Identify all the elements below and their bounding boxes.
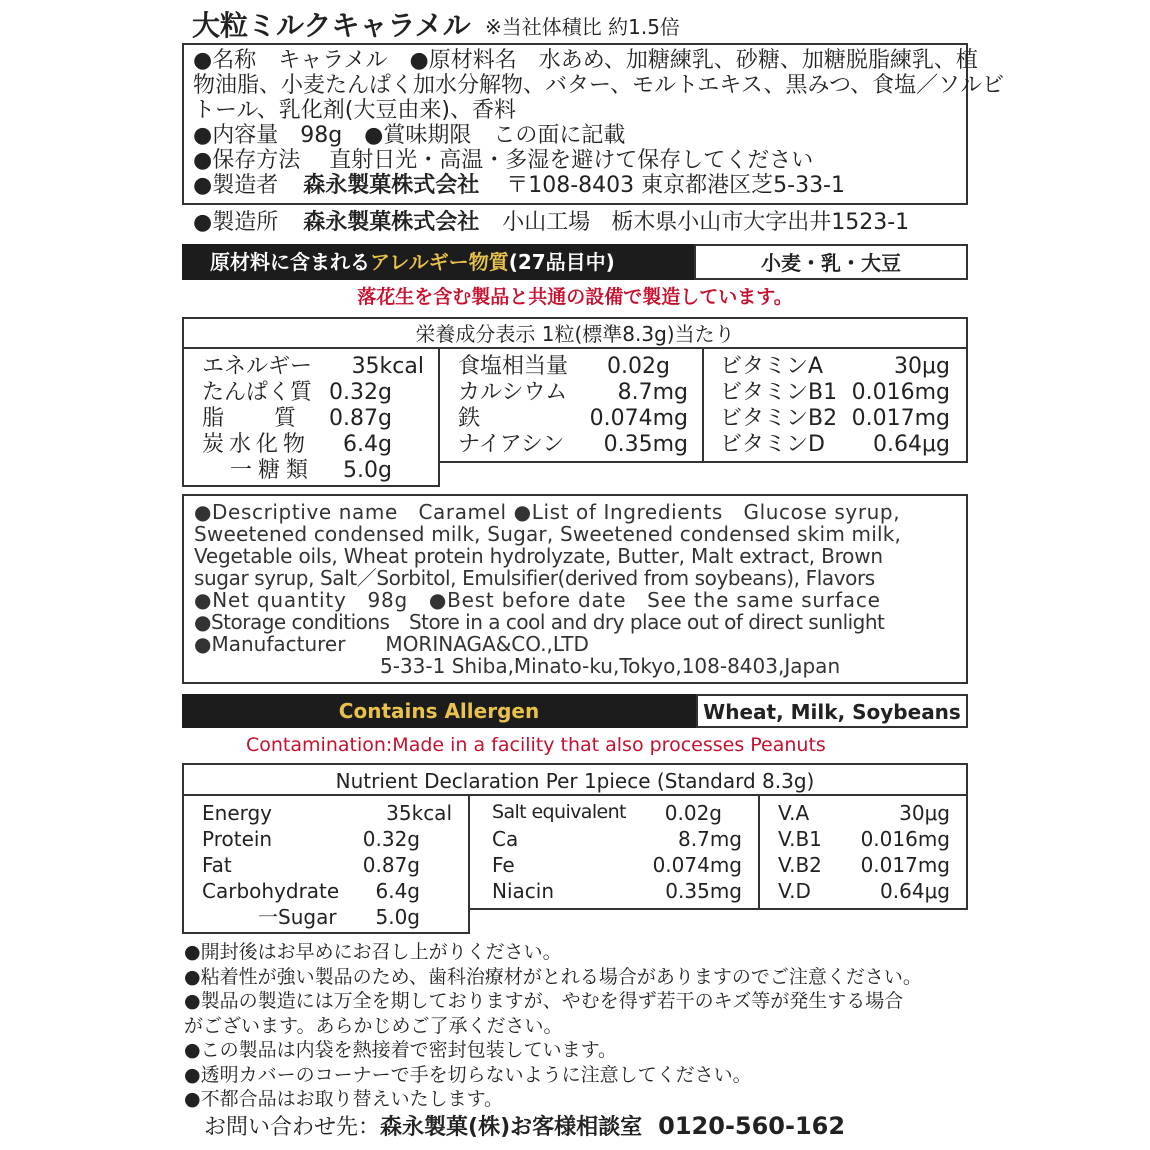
en-nutrition-title-box [182,763,968,796]
en-allergen-label: Contains Allergen [338,699,540,723]
jp-contamination: 落花生を含む製品と共通の設備で製造しています。 [357,286,793,308]
en-info-line: Vegetable oils, Wheat protein hydrolyzate, Butter, Malt extract, Brown [194,544,883,568]
jp-nutrient-value: 0.87g [329,406,392,431]
volume-note: ※当社体積比 約1.5倍 [485,15,680,39]
en-allergen-value: Wheat, Milk, Soybeans [703,700,961,724]
maker-name: 森永製菓株式会社 [303,173,480,198]
en-info-line: Sweetened condensed milk, Sugar, Sweetened condensed skim milk, [194,522,902,546]
jp-nutrient-value: 35kcal [351,354,424,379]
jp-nutrient-value: 5.0g [343,458,392,483]
en-nutrient-value: 0.64μg [880,879,950,903]
en-info-text [194,502,901,678]
en-info-line: ●Net quantity 98g ●Best before date See the same surface [194,588,881,612]
jp-nutrient-value: 6.4g [343,432,392,457]
jp-nutrient-label: たんぱく質 [202,380,313,405]
jp-info-line: トール、乳化剤(大豆由来)、香料 [193,98,516,123]
en-info-line: ●Descriptive name Caramel ●List of Ingredients Glucose syrup, [194,500,901,524]
factory-address: 栃木県小山市大字出井1523-1 [611,210,910,235]
en-nutrient-value: 8.7mg [678,827,742,851]
jp-nutrient-label: ビタミンB2 [720,406,838,431]
note-line: がございます。あらかじめご了承ください。 [184,1014,563,1037]
jp-nutrient-label: 鉄 [458,406,481,431]
en-nutrient-value: 0.32g [362,827,420,851]
en-nutrient-label: V.B2 [778,853,822,877]
product-name: 大粒ミルクキャラメル [192,9,471,42]
contact-label: お問い合わせ先： [204,1115,381,1140]
jp-nutrient-label: エネルギー [202,354,313,379]
note-line: ●この製品は内袋を熱接着で密封包装しています。 [184,1039,618,1061]
jp-info-line: ●内容量 98g ●賞味期限 この面に記載 [193,123,626,148]
contact-line [204,1114,845,1139]
maker-line [193,175,1004,200]
en-nutrient-value: 30μg [899,801,950,825]
en-nutrition-title: Nutrient Declaration Per 1piece (Standard 8.3g) [335,769,815,793]
en-nutrient-label: Salt equivalent [492,801,626,823]
en-info-line: ●Storage conditions Store in a cool and dry place out of direct sunlight [194,610,885,634]
en-nutrient-label: 一Sugar [258,905,337,929]
maker-label: ●製造者 [193,173,279,198]
en-nutrient-value: 0.017mg [860,853,950,877]
jp-nutrition-title-box [182,317,968,349]
en-nutrient-label: Protein [202,827,273,851]
jp-nutrient-value: 30μg [894,354,950,379]
jp-nutrient-value: 0.016mg [851,380,950,405]
note-line: ●不都合品はお取り替えいたします。 [184,1088,504,1110]
jp-nutrition-title: 栄養成分表示 1粒(標準8.3g)当たり [415,322,735,346]
en-nutrient-value: 35kcal [386,801,452,825]
en-nutrient-label: V.D [778,879,811,903]
en-nutrient-label: Fat [202,853,232,877]
jp-info-text [193,50,1004,200]
jp-allergen-value: 小麦・乳・大豆 [761,251,901,275]
en-nutrient-label: V.A [778,801,810,825]
maker-address: 〒108-8403 東京都港区芝5-33-1 [506,173,845,198]
jp-nutrient-value: 0.64μg [873,432,950,457]
jp-nutrient-label: ビタミンD [720,432,825,457]
jp-info-line: ●名称 キャラメル ●原材料名 水あめ、加糖練乳、砂糖、加糖脱脂練乳、植 [193,48,978,73]
jp-nutrient-value: 0.35mg [603,432,688,457]
en-nutrient-value: 6.4g [375,879,420,903]
en-nutrient-label: V.B1 [778,827,822,851]
en-nutrient-value: 0.016mg [860,827,950,851]
note-line: ●製品の製造には万全を期しておりますが、やむを得ず若干のキズ等が発生する場合 [184,990,904,1012]
en-nutrient-label: Energy [202,801,273,825]
note-line: ●透明カバーのコーナーで手を切らないように注意してください。 [184,1063,752,1086]
en-nutrient-value: 5.0g [375,905,420,929]
jp-allergen-value-box [694,244,968,280]
factory-site: 小山工場 [502,210,591,235]
jp-nutrient-label: 炭水化物 [202,432,311,457]
jp-allergen-label-bar [182,244,694,280]
jp-nutrient-value: 0.074mg [589,406,688,431]
jp-info-line: 物油脂、小麦たんぱく加水分解物、バター、モルトエキス、黒みつ、食塩／ソルビ [193,73,1005,98]
jp-nutrient-label: ナイアシン [458,432,565,457]
jp-nutrient-value: 0.02g [607,354,670,379]
en-nutrient-value: 0.87g [362,853,420,877]
en-nutrient-label: Fe [492,853,515,877]
en-allergen-label-bar [182,694,696,728]
jp-allergen-label-prefix: 原材料に含まれる [210,250,370,274]
jp-nutrient-label: カルシウム [458,380,568,405]
en-nutrient-value: 0.074mg [652,853,742,877]
jp-nutrient-value: 0.017mg [851,406,950,431]
jp-allergen-label [210,252,615,272]
en-info-line: 5-33-1 Shiba,Minato-ku,Tokyo,108-8403,Japan [380,654,841,678]
jp-nutrient-label: 一糖類 [230,458,315,483]
note-line: ●開封後はお早めにお召し上がりください。 [184,941,562,963]
jp-nutrient-label: ビタミンB1 [720,380,838,405]
jp-nutrient-label: ビタミンA [720,354,824,379]
note-line: ●粘着性が強い製品のため、歯科治療材がとれる場合がありますのでご注意ください。 [184,965,922,988]
en-nutrient-label: Niacin [492,879,555,903]
en-info-line: ●Manufacturer MORINAGA&CO.,LTD [194,632,589,656]
jp-allergen-label-suffix: (27品目中) [508,250,615,274]
jp-nutrient-label: 脂 質 [202,406,299,431]
notes [184,943,922,1115]
factory-name: 森永製菓株式会社 [303,210,480,235]
jp-nutrient-value: 8.7mg [617,380,688,405]
jp-allergen-label-highlight: アレルギー物質 [370,250,509,274]
en-nutrient-value: 0.02g [664,801,722,825]
en-contamination: Contamination:Made in a facility that also processes Peanuts [246,734,826,756]
jp-nutrient-label: 食塩相当量 [458,354,569,379]
contact-phone: 0120-560-162 [658,1112,846,1140]
en-nutrient-value: 0.35mg [665,879,742,903]
factory-label: ●製造所 [193,210,279,235]
jp-nutrient-value: 0.32g [329,380,392,405]
en-nutrient-label: Ca [492,827,519,851]
contact-name: 森永製菓(株)お客様相談室 [380,1115,643,1140]
en-nutrient-label: Carbohydrate [202,879,340,903]
en-info-line: sugar syrup, Salt／Sorbitol, Emulsifier(derived from soybeans), Flavors [194,566,875,590]
jp-info-line: ●保存方法 直射日光・高温・多湿を避けて保存してください [193,148,814,173]
factory-line [193,212,909,234]
en-allergen-value-box [696,694,968,728]
